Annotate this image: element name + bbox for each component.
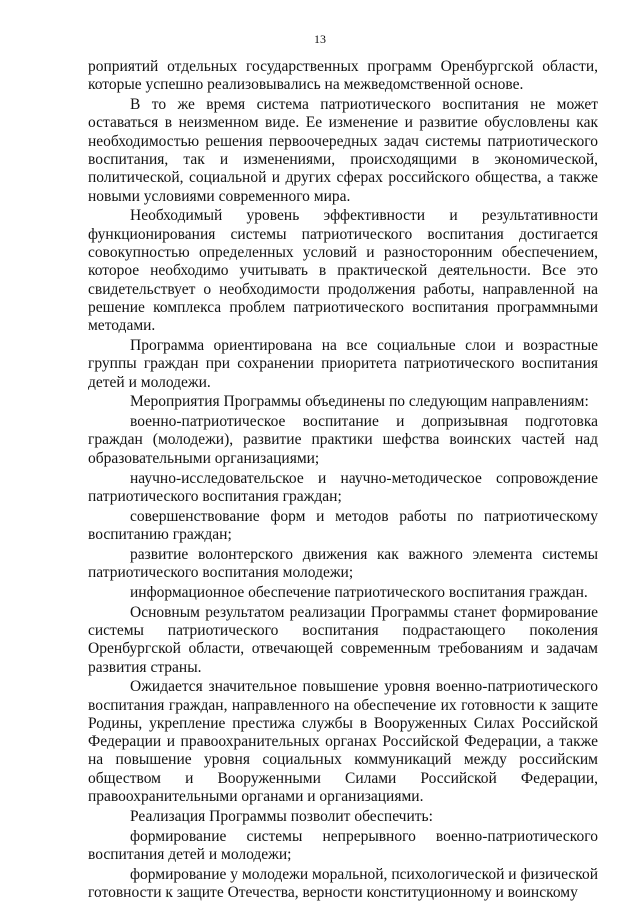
paragraph: роприятий отдельных государственных программ Оренбургской области, которые успешно реализовывались на межведомственной основе. bbox=[88, 58, 598, 94]
list-item: военно-патриотическое воспитание и допризывная подготовка граждан (молодежи), развитие практики шефства воинских частей над образовательными организациями; bbox=[88, 413, 598, 467]
paragraph: Мероприятия Программы объединены по следующим направлениям: bbox=[130, 393, 589, 411]
paragraph: В то же время система патриотического воспитания не может оставаться в неизменном виде. Ее изменение и развитие обусловлены как необходимостью решения первоочередных задач системы патриотического воспитания, так и изменениями, происходящими в экономической, политической, социальной и других сферах российского общества, а также новыми условиями современного мира. bbox=[88, 96, 598, 205]
paragraph: Основным результатом реализации Программы станет формирование системы патриотического воспитания подрастающего поколения Оренбургской области, отвечающей современным требованиям и задачам развития страны. bbox=[88, 603, 598, 676]
paragraph: Программа ориентирована на все социальные слои и возрастные группы граждан при сохранении приоритета патриотического воспитания детей и молодежи. bbox=[88, 336, 598, 391]
page-number: 13 bbox=[314, 32, 326, 46]
paragraph: Ожидается значительное повышение уровня военно-патриотического воспитания граждан, направленного на обеспечение их готовности к защите Родины, укрепление престижа службы в Вооруженных Силах Российской Федерации и правоохранительных органах Российской Федерации, а также на повышение уровня социальных коммуникаций между российским обществом и Вооруженными Силами Российской Федерации, правоохранительными органами и организациями. bbox=[88, 678, 598, 806]
paragraph: Реализация Программы позволит обеспечить: bbox=[130, 807, 433, 825]
list-item: научно-исследовательское и научно-методическое сопровождение патриотического воспитания граждан; bbox=[88, 469, 598, 505]
paragraph: Необходимый уровень эффективности и результативности функционирования системы патриотического воспитания достигается совокупностью определенных условий и разносторонним обеспечением, которое необходимо учитывать в практической деятельности. Все это свидетельствует о необходимости продолжения работы, направленной на решение комплекса проблем патриотического воспитания программными методами. bbox=[88, 207, 598, 335]
body-text bbox=[88, 58, 598, 904]
list-item: информационное обеспечение патриотического воспитания граждан. bbox=[130, 583, 588, 601]
list-item: совершенствование форм и методов работы по патриотическому воспитанию граждан; bbox=[88, 507, 598, 543]
list-item: развитие волонтерского движения как важного элемента системы патриотического воспитания молодежи; bbox=[88, 545, 598, 582]
list-item: формирование у молодежи моральной, психологической и физической готовности к защите Отечества, верности конституционному и воинскому bbox=[88, 865, 598, 902]
list-item: формирование системы непрерывного военно-патриотического воспитания детей и молодежи; bbox=[88, 827, 598, 863]
